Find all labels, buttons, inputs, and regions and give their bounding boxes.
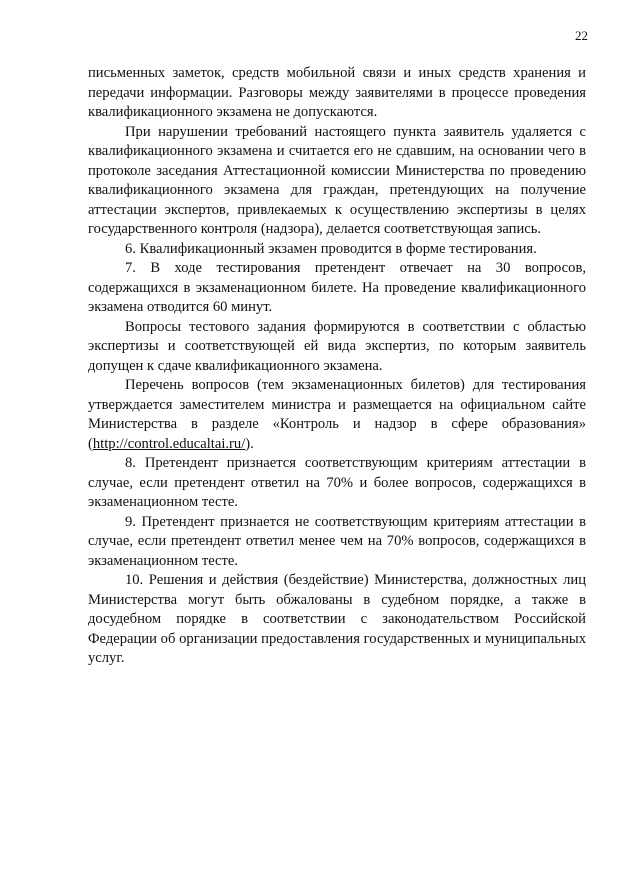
page-number: 22 [575, 28, 588, 43]
paragraph-question-list-end: ). [245, 435, 254, 452]
paragraph-item-10: 10. Решения и действия (бездействие) Министерства, должностных лиц Министерства могут быть обжалованы в судебном порядке, а также в досудебном порядке в соответствии с законодательством Российской Федерации об организации предоставления государственных и муниципальных услуг. [88, 572, 586, 666]
paragraph-item-9: 9. Претендент признается не соответствующим критериям аттестации в случае, если претендент ответил менее чем на 70% вопросов, содержащихся в экзаменационном тесте. [88, 513, 586, 569]
paragraph-item-8: 8. Претендент признается соответствующим критериям аттестации в случае, если претендент ответил на 70% и более вопросов, содержащихся в экзаменационном тесте. [88, 455, 586, 510]
paragraph-question-list-text: Перечень вопросов (тем экзаменационных билетов) для тестирования утверждается заместителем министра и размещается на официальном сайте Министерства в разделе «Контроль и надзор в сфере образования» ( [88, 377, 586, 452]
document-body [88, 64, 586, 669]
official-site-link[interactable]: http://control.educaltai.ru/ [92, 435, 246, 452]
paragraph-test-questions: Вопросы тестового задания формируются в соответствии с областью экспертизы и соответствующей ей вида экспертиз, по которым заявитель допущен к сдаче квалификационного экзамена. [88, 318, 586, 374]
paragraph-item-6: 6. Квалификационный экзамен проводится в форме тестирования. [125, 240, 537, 257]
paragraph-violation-rules: При нарушении требований настоящего пункта заявитель удаляется с квалификационного экзамена и считается его не сдавшим, на основании чего в протоколе заседания Аттестационной комиссии Министерства по проведению квалификационного экзамена для граждан, претендующих на получение аттестации экспертов, привлекаемых к осуществлению экспертизы в целях государственного контроля (надзора), делается соответствующая запись. [88, 123, 586, 237]
paragraph-item-7: 7. В ходе тестирования претендент отвечает на 30 вопросов, содержащихся в экзаменационном билете. На проведение квалификационного экзамена отводится 60 минут. [88, 260, 586, 315]
paragraph-question-list [88, 376, 586, 454]
paragraph-continuation: письменных заметок, средств мобильной связи и иных средств хранения и передачи информации. Разговоры между заявителями в процессе проведения квалификационного экзамена не допускаются. [88, 65, 586, 120]
